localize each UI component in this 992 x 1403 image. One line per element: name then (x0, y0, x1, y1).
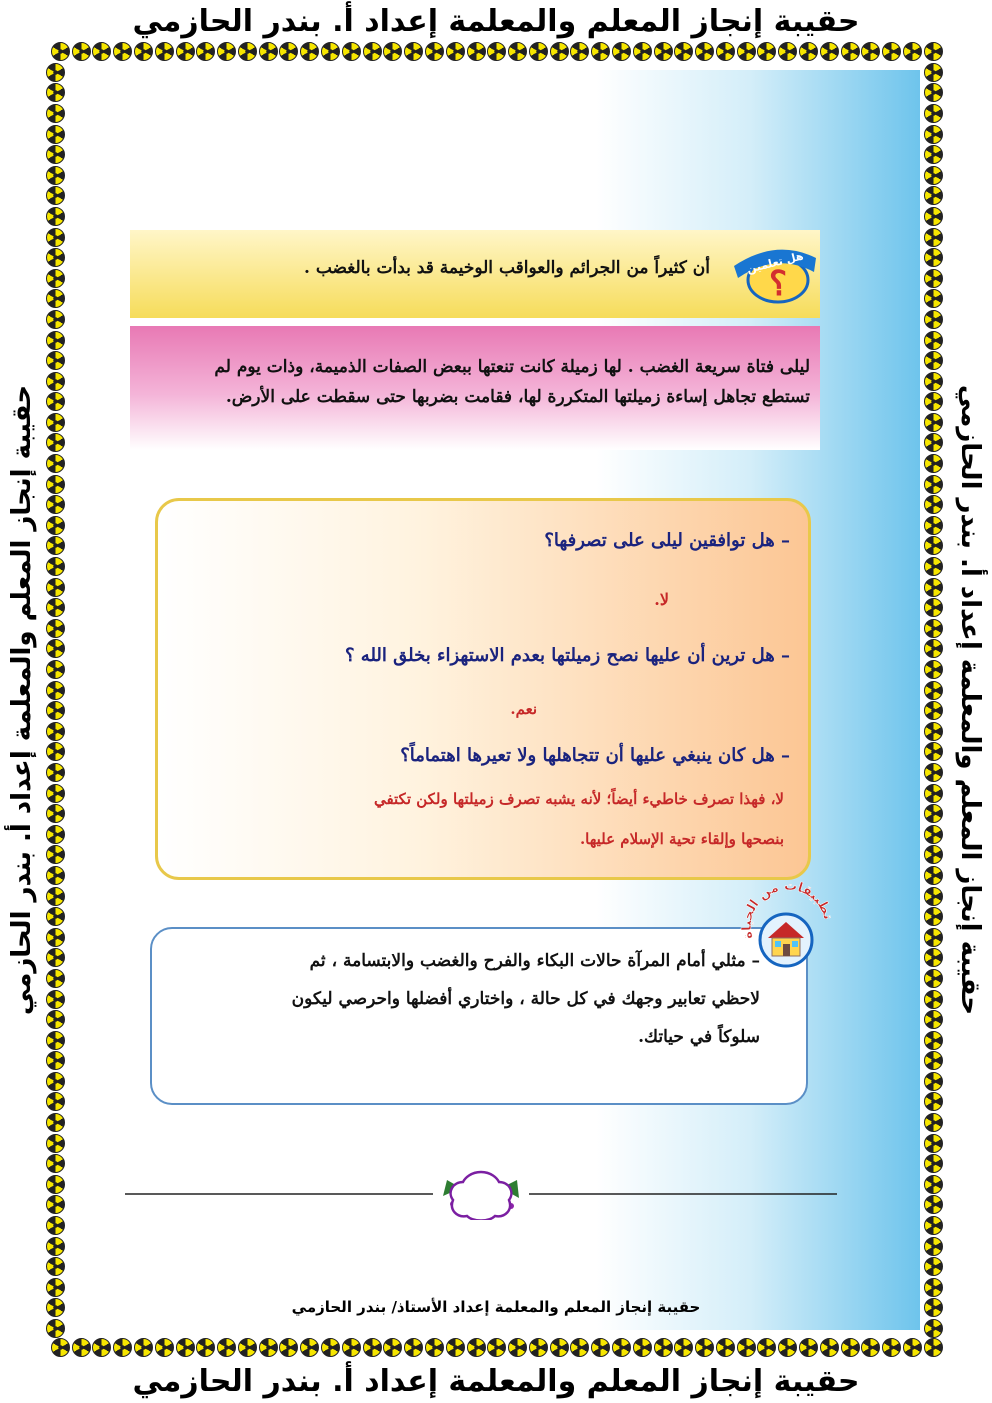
border-dot (342, 42, 361, 61)
border-dot (46, 145, 65, 164)
border-dot (46, 1278, 65, 1297)
border-dot (487, 42, 506, 61)
border-dot (612, 1338, 631, 1357)
border-dot (46, 825, 65, 844)
application-badge-label: تطبيقات من الحياة (739, 878, 834, 941)
border-dot (46, 1010, 65, 1029)
border-dot (924, 1072, 943, 1091)
border-dot (841, 1338, 860, 1357)
border-dot (633, 1338, 652, 1357)
border-dot (46, 516, 65, 535)
border-dot (820, 1338, 839, 1357)
border-dot (279, 1338, 298, 1357)
border-dot (487, 1338, 506, 1357)
border-dot (46, 557, 65, 576)
answer-3-line-2: بنصحها وإلقاء تحية الإسلام عليها. (579, 830, 784, 848)
border-dot (46, 1031, 65, 1050)
border-dot (72, 1338, 91, 1357)
border-dot (46, 331, 65, 350)
border-dot (757, 1338, 776, 1357)
border-dot (924, 1278, 943, 1297)
dot-border-top (50, 42, 944, 61)
border-dot (924, 969, 943, 988)
border-dot (46, 948, 65, 967)
border-dot (924, 619, 943, 638)
border-dot (924, 845, 943, 864)
border-dot (46, 475, 65, 494)
left-banner-text: حقيبة إنجاز المعلم والمعلمة إعداد أ. بندر الحازمي (7, 384, 37, 1016)
border-dot (46, 619, 65, 638)
border-dot (924, 536, 943, 555)
border-dot (924, 351, 943, 370)
border-dot (924, 1113, 943, 1132)
border-dot (46, 454, 65, 473)
border-dot (46, 413, 65, 432)
application-text (160, 942, 760, 1056)
border-dot (529, 1338, 548, 1357)
border-dot (799, 1338, 818, 1357)
story-text (140, 352, 810, 412)
did-you-know-text: أن كثيراً من الجرائم والعواقب الوخيمة قد بدأت بالغضب . (304, 258, 710, 278)
footer-text: حقيبة إنجاز المعلم والمعلمة إعداد الأستاذ/ بندر الحازمي (291, 1298, 701, 1316)
border-dot (46, 907, 65, 926)
border-dot (924, 907, 943, 926)
right-banner-text: حقيبة إنجاز المعلم والمعلمة إعداد أ. بندر الحازمي (955, 384, 985, 1016)
border-dot (924, 104, 943, 123)
border-dot (46, 742, 65, 761)
border-dot (633, 42, 652, 61)
border-dot (383, 42, 402, 61)
border-dot (46, 701, 65, 720)
border-dot (46, 166, 65, 185)
border-dot (924, 475, 943, 494)
border-dot (924, 557, 943, 576)
dot-border-left (46, 62, 65, 1339)
border-dot (654, 1338, 673, 1357)
border-dot (924, 1031, 943, 1050)
border-dot (46, 866, 65, 885)
border-dot (46, 495, 65, 514)
border-dot (924, 372, 943, 391)
border-dot (924, 948, 943, 967)
border-dot (46, 289, 65, 308)
border-dot (924, 495, 943, 514)
border-dot (72, 42, 91, 61)
border-dot (924, 1175, 943, 1194)
border-dot (924, 1134, 943, 1153)
border-dot (46, 310, 65, 329)
border-dot (46, 660, 65, 679)
border-dot (924, 928, 943, 947)
border-dot (46, 125, 65, 144)
border-dot (924, 1154, 943, 1173)
answer-2: نعم. (510, 700, 537, 718)
border-dot (924, 1257, 943, 1276)
border-dot (903, 1338, 922, 1357)
border-dot (924, 681, 943, 700)
border-dot (924, 63, 943, 82)
dot-border-right (924, 62, 943, 1339)
border-dot (924, 742, 943, 761)
application-line-1: – مثلي أمام المرآة حالات البكاء والفرح والغضب والابتسامة ، ثم (309, 951, 760, 971)
border-dot (924, 639, 943, 658)
border-dot (46, 1051, 65, 1070)
border-dot (259, 42, 278, 61)
border-dot (217, 42, 236, 61)
border-dot (924, 660, 943, 679)
border-dot (46, 351, 65, 370)
border-dot (570, 1338, 589, 1357)
border-dot (279, 42, 298, 61)
border-dot (46, 1072, 65, 1091)
border-dot (820, 42, 839, 61)
answer-3-line-1: لا، فهذا تصرف خاطيء أيضاً؛ لأنه يشبه تصرف زميلتها ولكن تكتفي (373, 790, 784, 808)
border-dot (924, 83, 943, 102)
border-dot (321, 42, 340, 61)
application-badge (738, 878, 834, 974)
story-line-1: ليلى فتاة سريعة الغضب . لها زميلة كانت تنعتها ببعض الصفات الذميمة، وذات يوم لم (214, 357, 810, 377)
border-dot (924, 804, 943, 823)
border-dot (46, 269, 65, 288)
border-dot (508, 1338, 527, 1357)
top-banner: حقيبة إنجاز المعلم والمعلمة إعداد أ. بندر الحازمي (132, 4, 860, 39)
bottom-banner: حقيبة إنجاز المعلم والمعلمة إعداد أ. بندر الحازمي (132, 1364, 860, 1399)
border-dot (924, 825, 943, 844)
border-dot (321, 1338, 340, 1357)
qa-box (155, 498, 811, 880)
border-dot (591, 42, 610, 61)
border-dot (924, 1195, 943, 1214)
border-dot (300, 42, 319, 61)
border-dot (446, 1338, 465, 1357)
border-dot (924, 228, 943, 247)
border-dot (903, 42, 922, 61)
border-dot (300, 1338, 319, 1357)
border-dot (363, 42, 382, 61)
border-dot (46, 928, 65, 947)
border-dot (924, 42, 943, 61)
border-dot (757, 42, 776, 61)
border-dot (46, 1092, 65, 1111)
question-1: – هل توافقين ليلى على تصرفها؟ (544, 530, 790, 551)
border-dot (46, 536, 65, 555)
border-dot (425, 42, 444, 61)
border-dot (46, 1237, 65, 1256)
border-dot (342, 1338, 361, 1357)
border-dot (196, 1338, 215, 1357)
border-dot (924, 1237, 943, 1256)
border-dot (363, 1338, 382, 1357)
border-dot (155, 42, 174, 61)
border-dot (446, 42, 465, 61)
svg-text:؟: ؟ (768, 264, 788, 304)
border-dot (404, 1338, 423, 1357)
border-dot (46, 1113, 65, 1132)
border-dot (92, 1338, 111, 1357)
border-dot (46, 104, 65, 123)
border-dot (924, 990, 943, 1009)
right-banner (948, 40, 992, 1360)
border-dot (695, 1338, 714, 1357)
border-dot (550, 1338, 569, 1357)
did-you-know-badge-label: هل تعلمين (745, 249, 805, 276)
border-dot (259, 1338, 278, 1357)
question-2: – هل ترين أن عليها نصح زميلتها بعدم الاستهزاء بخلق الله ؟ (344, 645, 790, 666)
border-dot (924, 722, 943, 741)
border-dot (924, 145, 943, 164)
border-dot (46, 392, 65, 411)
border-dot (46, 845, 65, 864)
left-banner (0, 40, 44, 1360)
border-dot (799, 42, 818, 61)
story-line-2: تستطع تجاهل إساءة زميلتها المتكررة لها، فقامت بضربها حتى سقطت على الأرض. (225, 387, 810, 407)
border-dot (924, 392, 943, 411)
border-dot (841, 42, 860, 61)
border-dot (46, 887, 65, 906)
question-3: – هل كان ينبغي عليها أن تتجاهلها ولا تعيرها اهتماماً؟ (400, 745, 790, 766)
border-dot (591, 1338, 610, 1357)
border-dot (924, 1092, 943, 1111)
border-dot (46, 63, 65, 82)
border-dot (924, 166, 943, 185)
border-dot (508, 42, 527, 61)
border-dot (46, 248, 65, 267)
border-dot (924, 784, 943, 803)
border-dot (46, 969, 65, 988)
question-mark-icon (730, 240, 820, 306)
border-dot (924, 310, 943, 329)
border-dot (46, 186, 65, 205)
border-dot (134, 42, 153, 61)
border-dot (467, 42, 486, 61)
border-dot (176, 42, 195, 61)
border-dot (882, 1338, 901, 1357)
border-dot (924, 207, 943, 226)
border-dot (674, 42, 693, 61)
border-dot (46, 784, 65, 803)
border-dot (46, 1134, 65, 1153)
border-dot (924, 1051, 943, 1070)
border-dot (51, 1338, 70, 1357)
border-dot (924, 125, 943, 144)
answer-1: لا. (654, 590, 669, 609)
application-line-2: لاحظي تعابير وجهك في كل حالة ، واختاري أفضلها واحرصي ليكون (291, 989, 760, 1009)
border-dot (737, 1338, 756, 1357)
border-dot (924, 866, 943, 885)
border-dot (46, 372, 65, 391)
border-dot (674, 1338, 693, 1357)
border-dot (51, 42, 70, 61)
border-dot (113, 1338, 132, 1357)
border-dot (238, 42, 257, 61)
border-dot (924, 1338, 943, 1357)
border-dot (924, 433, 943, 452)
border-dot (155, 1338, 174, 1357)
application-line-3: سلوكاً في حياتك. (638, 1027, 760, 1047)
border-dot (924, 578, 943, 597)
border-dot (882, 42, 901, 61)
border-dot (467, 1338, 486, 1357)
border-dot (46, 722, 65, 741)
border-dot (695, 42, 714, 61)
border-dot (217, 1338, 236, 1357)
border-dot (46, 763, 65, 782)
border-dot (924, 887, 943, 906)
border-dot (716, 42, 735, 61)
border-dot (46, 207, 65, 226)
border-dot (861, 42, 880, 61)
border-dot (46, 598, 65, 617)
border-dot (924, 413, 943, 432)
border-dot (176, 1338, 195, 1357)
border-dot (46, 990, 65, 1009)
flower-ornament-icon (443, 1172, 519, 1220)
border-dot (196, 42, 215, 61)
border-dot (778, 1338, 797, 1357)
border-dot (46, 1175, 65, 1194)
border-dot (924, 186, 943, 205)
section-divider (125, 1170, 837, 1220)
border-dot (46, 1154, 65, 1173)
border-dot (924, 248, 943, 267)
border-dot (92, 42, 111, 61)
border-dot (924, 289, 943, 308)
border-dot (46, 681, 65, 700)
did-you-know-badge (730, 240, 820, 306)
border-dot (654, 42, 673, 61)
border-dot (716, 1338, 735, 1357)
border-dot (46, 639, 65, 658)
border-dot (612, 42, 631, 61)
border-dot (550, 42, 569, 61)
border-dot (46, 578, 65, 597)
border-dot (924, 763, 943, 782)
border-dot (46, 228, 65, 247)
border-dot (924, 331, 943, 350)
border-dot (924, 1319, 943, 1338)
border-dot (46, 1257, 65, 1276)
border-dot (238, 1338, 257, 1357)
border-dot (570, 42, 589, 61)
border-dot (924, 1010, 943, 1029)
border-dot (778, 42, 797, 61)
border-dot (425, 1338, 444, 1357)
border-dot (924, 598, 943, 617)
border-dot (924, 1216, 943, 1235)
border-dot (737, 42, 756, 61)
border-dot (861, 1338, 880, 1357)
border-dot (924, 269, 943, 288)
border-dot (46, 433, 65, 452)
border-dot (924, 701, 943, 720)
border-dot (404, 42, 423, 61)
border-dot (46, 1195, 65, 1214)
border-dot (134, 1338, 153, 1357)
border-dot (924, 516, 943, 535)
border-dot (46, 804, 65, 823)
border-dot (529, 42, 548, 61)
border-dot (46, 1319, 65, 1338)
border-dot (383, 1338, 402, 1357)
border-dot (924, 454, 943, 473)
border-dot (113, 42, 132, 61)
border-dot (46, 1216, 65, 1235)
dot-border-bottom (50, 1338, 944, 1357)
border-dot (46, 83, 65, 102)
